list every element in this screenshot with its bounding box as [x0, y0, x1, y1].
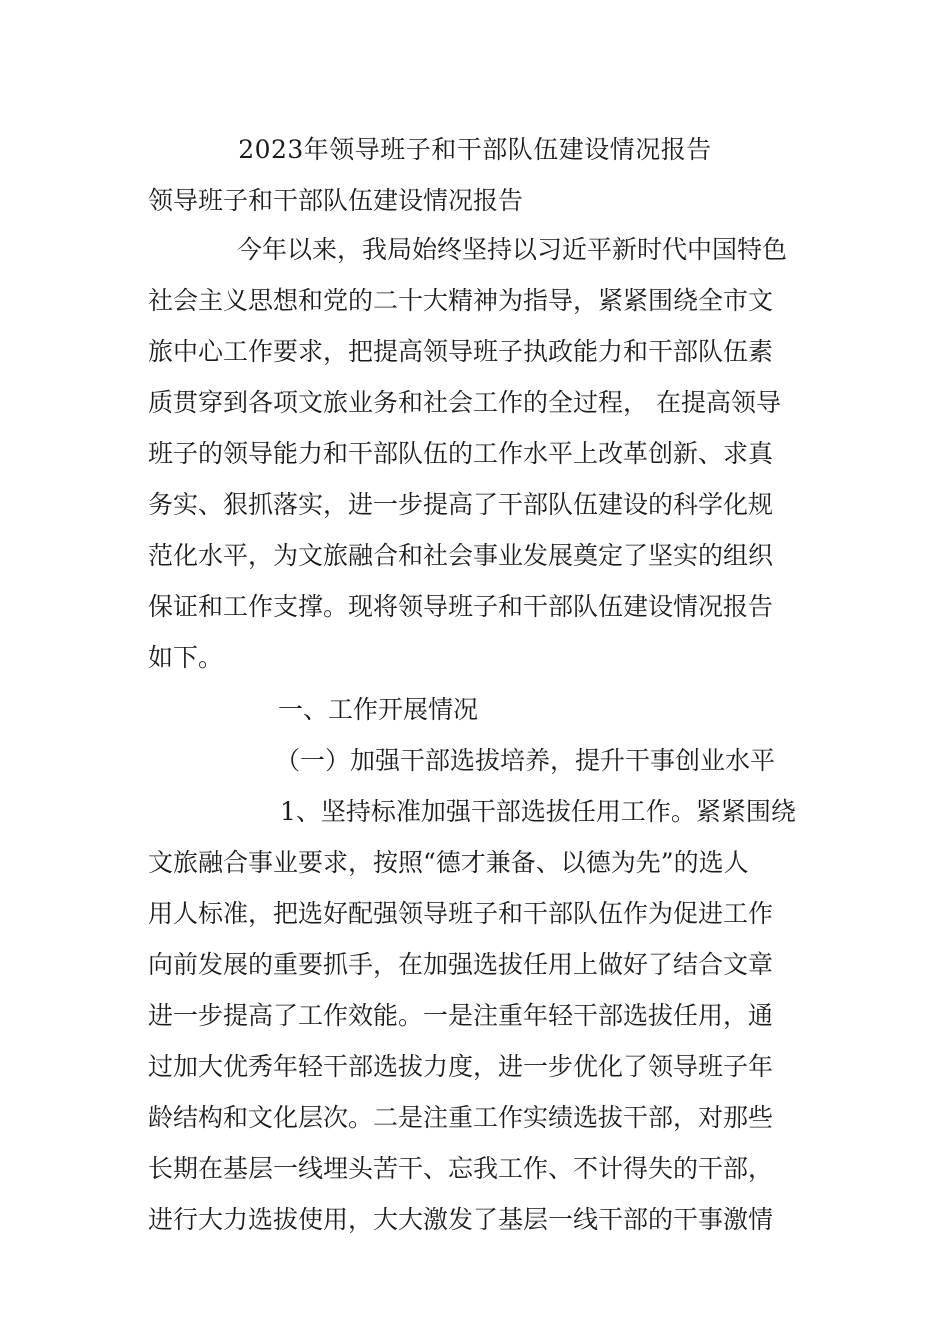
paragraph-line: 班子的领导能力和干部队伍的工作水平上改革创新、求真 [148, 439, 774, 468]
paragraph-line: 今年以来，我局始终坚持以习近平新时代中国特色 [237, 235, 788, 264]
document-title: 2023年领导班子和干部队伍建设情况报告 [238, 135, 712, 164]
paragraph-line: 龄结构和文化层次。二是注重工作实绩选拔干部，对那些 [148, 1103, 774, 1132]
paragraph-line: 进行大力选拔使用，大大激发了基层一线干部的干事激情 [148, 1205, 774, 1234]
paragraph-line: 1、坚持标准加强干部选拔任用工作。紧紧围绕 [280, 797, 796, 826]
paragraph-line: 旅中心工作要求，把提高领导班子执政能力和干部队伍素 [148, 337, 774, 366]
paragraph-line: 进一步提高了工作效能。一是注重年轻干部选拔任用，通 [148, 1001, 774, 1030]
paragraph-line: 向前发展的重要抓手，在加强选拔任用上做好了结合文章 [148, 950, 774, 979]
subsection-heading: （一）加强干部选拔培养，提升干事创业水平 [275, 746, 776, 775]
paragraph-line: 保证和工作支撑。现将领导班子和干部队伍建设情况报告 [148, 592, 774, 621]
paragraph-line: 如下。 [148, 643, 224, 672]
paragraph-line: 长期在基层一线埋头苦干、忘我工作、不计得失的干部， [148, 1154, 774, 1183]
paragraph-line: 文旅融合事业要求，按照“德才兼备、以德为先”的选人 [148, 848, 749, 877]
paragraph-line: 务实、狠抓落实，进一步提高了干部队伍建设的科学化规 [148, 490, 774, 519]
section-heading: 一、工作开展情况 [278, 695, 479, 724]
paragraph-line: 过加大优秀年轻干部选拔力度，进一步优化了领导班子年 [148, 1052, 774, 1081]
paragraph-line: 社会主义思想和党的二十大精神为指导，紧紧围绕全市文 [148, 286, 774, 315]
paragraph-line: 用人标准，把选好配强领导班子和干部队伍作为促进工作 [148, 899, 774, 928]
paragraph-line: 范化水平，为文旅融合和社会事业发展奠定了坚实的组织 [148, 541, 774, 570]
paragraph-line: 质贯穿到各项文旅业务和社会工作的全过程， 在提高领导 [148, 388, 781, 417]
document-subtitle: 领导班子和干部队伍建设情况报告 [148, 186, 524, 215]
